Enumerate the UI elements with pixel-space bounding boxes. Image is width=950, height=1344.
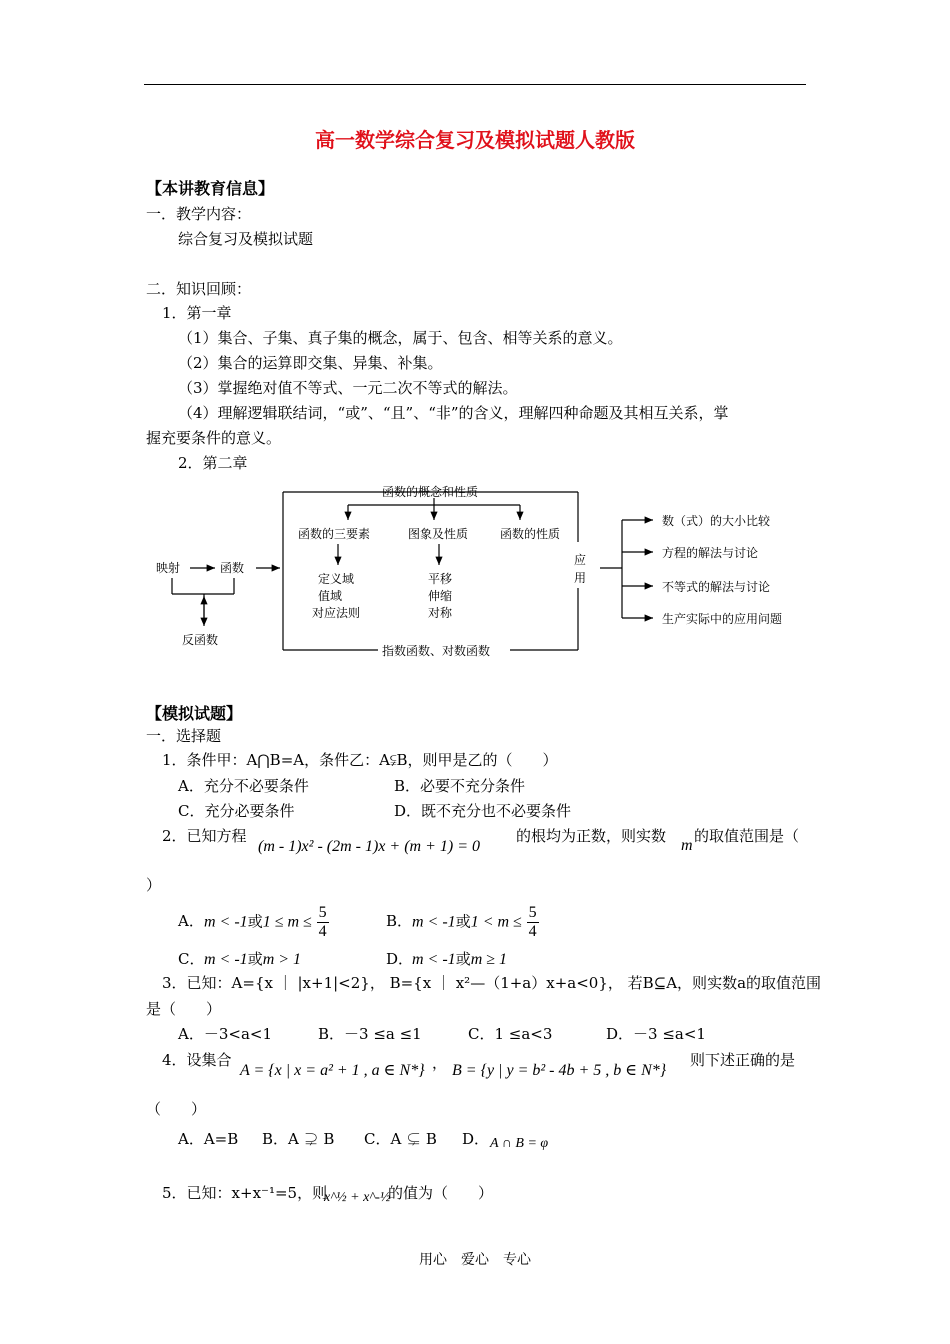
diagram-right-item: 方程的解法与讨论 [662, 546, 759, 560]
question-5-intro: 5．已知：x+x⁻¹=5，则 [162, 1184, 328, 1202]
q2-option-b: m < -1或1 < m ≤ $\frac{5}{4}$ [412, 904, 537, 940]
teaching-content-label: 一．教学内容： [146, 205, 252, 223]
q1-option-c: C．充分必要条件 [178, 802, 295, 820]
q3-option-d: D．－3 ≤a<1 [606, 1025, 706, 1043]
question-5-expression: x^½ + x^-½ [324, 1190, 391, 1205]
page-footer: 用心 爱心 专心 [419, 1252, 531, 1268]
chapter1-label: 1．第一章 [162, 304, 232, 322]
diagram-col1: 函数的三要素 [298, 527, 371, 541]
chapter1-item: 握充要条件的意义。 [146, 429, 282, 447]
page-title: 高一数学综合复习及模拟试题人教版 [315, 128, 635, 152]
diagram-col1-sub: 对应法则 [312, 606, 361, 620]
question-1: 1．条件甲：A⋂B=A，条件乙：A⫋B，则甲是乙的（ ） [162, 751, 558, 769]
diagram-col2-sub: 对称 [428, 606, 453, 620]
question-4-set-a: A = {x | x = a² + 1 , a ∈ N*} [240, 1062, 425, 1079]
header-rule [144, 84, 806, 85]
q1-option-b: B．必要不充分条件 [394, 777, 526, 795]
q2-option-c: m < -1或m > 1 [204, 950, 302, 968]
question-2-equation: (m - 1)x² - (2m - 1)x + (m + 1) = 0 [258, 838, 481, 855]
diagram-top-label: 函数的概念和性质 [382, 485, 479, 499]
q2-option-d: m < -1或m ≥ 1 [412, 950, 508, 968]
chapter1-item: （4）理解逻辑联结词，“或”、“且”、“非”的含义，理解四种命题及其相互关系，掌 [178, 404, 729, 422]
q4-option-d: A ∩ B = φ [490, 1136, 549, 1151]
chapter1-item: （2）集合的运算即交集、异集、补集。 [178, 354, 443, 372]
diagram-application: 用 [574, 571, 587, 585]
question-4-paren: （ ） [146, 1100, 207, 1118]
diagram-mapping: 映射 [156, 561, 181, 575]
diagram-col2-sub: 伸缩 [428, 589, 453, 603]
question-2-text-end: 的取值范围是（ [694, 827, 800, 845]
question-2-intro: 2．已知方程 [162, 827, 247, 845]
diagram-application: 应 [574, 553, 587, 567]
question-2-variable: m [681, 837, 693, 854]
question-2-text: 的根均为正数，则实数 [516, 827, 667, 845]
question-4-intro: 4．设集合 [162, 1051, 232, 1069]
section-heading-exam: 【模拟试题】 [146, 704, 243, 723]
q1-option-d: D．既不充分也不必要条件 [394, 802, 572, 820]
diagram-function: 函数 [220, 561, 245, 575]
chapter1-item: （3）掌握绝对值不等式、一元二次不等式的解法。 [178, 379, 518, 397]
q2-option-b-label: B． [386, 912, 413, 930]
diagram-inverse-function: 反函数 [182, 633, 219, 647]
q3-option-b: B．－3 ≤a ≤1 [318, 1025, 422, 1043]
q4-option-c: C．A ⊊ B [364, 1130, 437, 1148]
question-4-text: 则下述正确的是 [690, 1051, 796, 1069]
chapter2-label: 2．第二章 [178, 454, 248, 472]
q4-option-a: A．A=B [178, 1130, 239, 1148]
diagram-col3: 函数的性质 [500, 527, 561, 541]
question-3-cont: 是（ ） [146, 1000, 222, 1018]
section-heading-info: 【本讲教育信息】 [146, 179, 275, 198]
function-concept-diagram [150, 480, 810, 665]
diagram-col1-sub: 定义域 [318, 572, 355, 586]
question-3: 3．已知：A={x ｜ |x+1|<2}， B={x ｜ x²—（1+a）x+a<0}， 若B⊆A，则实数a的取值范围 [162, 974, 822, 992]
question-4-comma: ， [432, 1054, 448, 1072]
q4-option-b: B．A ⊋ B [262, 1130, 335, 1148]
q3-option-a: A．－3<a<1 [178, 1025, 272, 1043]
diagram-col1-sub: 值域 [318, 589, 343, 603]
q2-option-a-label: A． [178, 912, 204, 930]
q2-option-a: m < -1或1 ≤ m ≤ $\frac{5}{4}$ [204, 904, 327, 940]
q3-option-c: C．1 ≤a<3 [468, 1025, 553, 1043]
diagram-right-item: 不等式的解法与讨论 [662, 580, 771, 594]
diagram-right-item: 数（式）的大小比较 [662, 514, 771, 528]
chapter1-item: （1）集合、子集、真子集的概念，属于、包含、相等关系的意义。 [178, 329, 623, 347]
diagram-col2-sub: 平移 [428, 572, 453, 586]
question-2-close: ） [146, 876, 162, 894]
question-5-text: 的值为（ ） [388, 1184, 494, 1202]
q4-option-d-label: D． [462, 1130, 490, 1148]
q2-option-d-label: D． [386, 950, 414, 968]
q2-option-c-label: C． [178, 950, 205, 968]
diagram-right-item: 生产实际中的应用问题 [662, 612, 783, 626]
q1-option-a: A．充分不必要条件 [178, 777, 309, 795]
diagram-col2: 图象及性质 [408, 527, 469, 541]
knowledge-review-label: 二．知识回顾： [146, 280, 252, 298]
choice-section-label: 一．选择题 [146, 727, 222, 745]
question-4-set-b: B = {y | y = b² - 4b + 5 , b ∈ N*} [452, 1062, 667, 1079]
diagram-bottom-label: 指数函数、对数函数 [382, 644, 491, 658]
teaching-content-value: 综合复习及模拟试题 [178, 230, 314, 248]
